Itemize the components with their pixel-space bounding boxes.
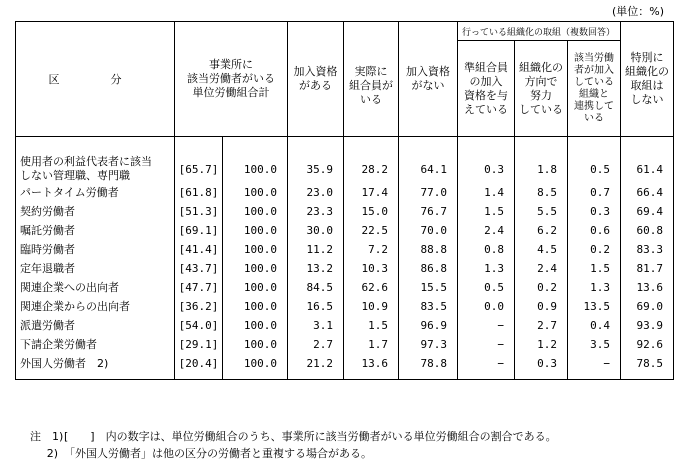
sub1-value: 0.0: [458, 297, 515, 316]
table-row: [16, 278, 674, 297]
row-label: [16, 183, 175, 202]
row-label-line: 関連企業への出向者: [20, 280, 119, 294]
shikaku-ari-value: 23.0: [288, 183, 344, 202]
jissai-value: 10.3: [344, 259, 399, 278]
row-label: [16, 297, 175, 316]
shikaku-nashi-value: 15.5: [399, 278, 458, 297]
sub3-value: 0.6: [568, 221, 621, 240]
jissai-value: 13.6: [344, 354, 399, 380]
header-line: している: [519, 102, 563, 116]
tokubetsu-value: 60.8: [621, 221, 674, 240]
sub1-value: 0.5: [458, 278, 515, 297]
header-line: 該当労働者がいる: [187, 72, 275, 85]
table-row: [16, 259, 674, 278]
shikaku-ari-value: 21.2: [288, 354, 344, 380]
table-row: [16, 183, 674, 202]
row-label-line: 関連企業からの出向者: [20, 299, 130, 313]
bracket-value: [43.7]: [175, 259, 223, 278]
sub3-value: 1.5: [568, 259, 621, 278]
header-sub3: [568, 41, 621, 137]
tokubetsu-value: 92.6: [621, 335, 674, 354]
shikaku-ari-value: 23.3: [288, 202, 344, 221]
table-row: [16, 221, 674, 240]
table-row: [16, 202, 674, 221]
header-line: いる: [584, 112, 604, 124]
header-line: 実際に: [354, 65, 388, 78]
sub2-value: 0.9: [515, 297, 568, 316]
shikaku-ari-value: 16.5: [288, 297, 344, 316]
header-line: 努力: [530, 88, 552, 102]
jissai-value: 7.2: [344, 240, 399, 259]
shikaku-nashi-value: 77.0: [399, 183, 458, 202]
sub2-value: 4.5: [515, 240, 568, 259]
shikaku-nashi-value: 70.0: [399, 221, 458, 240]
bracket-value: [41.4]: [175, 240, 223, 259]
note-line: [30, 445, 557, 462]
row-label: [16, 259, 175, 278]
row-label-line: 臨時労働者: [20, 242, 75, 256]
row-label: [16, 202, 175, 221]
row-label-line: 使用者の利益代表者に該当: [20, 155, 152, 168]
sub1-value: 0.8: [458, 240, 515, 259]
row-label: [16, 221, 175, 240]
shikaku-nashi-value: 97.3: [399, 335, 458, 354]
total-value: 100.0: [223, 240, 288, 259]
header-line: しない: [630, 93, 664, 106]
sub3-value: 0.5: [568, 137, 621, 184]
header-line: がある: [299, 79, 332, 92]
header-line: 準組合員: [464, 60, 508, 74]
jissai-value: 62.6: [344, 278, 399, 297]
shikaku-nashi-value: 88.8: [399, 240, 458, 259]
header-line: 単位労働組合計: [192, 86, 270, 99]
table-row: [16, 240, 674, 259]
header-line: えている: [464, 102, 508, 116]
sub1-value: 1.4: [458, 183, 515, 202]
header-line: 取組は: [630, 79, 664, 92]
header-line: 加入資格: [406, 65, 450, 78]
header-line: 組織化の: [519, 60, 563, 74]
header-line: 組合員が: [349, 79, 393, 92]
row-label: [16, 240, 175, 259]
header-tokubetsu: [621, 22, 674, 137]
header-jissai: [344, 22, 399, 137]
sub1-value: 1.3: [458, 259, 515, 278]
header-line: 資格を与: [464, 88, 508, 102]
bracket-value: [29.1]: [175, 335, 223, 354]
bracket-value: [51.3]: [175, 202, 223, 221]
shikaku-nashi-value: 83.5: [399, 297, 458, 316]
tokubetsu-value: 69.4: [621, 202, 674, 221]
table-row: [16, 354, 674, 380]
header-total: [175, 22, 288, 137]
shikaku-nashi-value: 86.8: [399, 259, 458, 278]
jissai-value: 10.9: [344, 297, 399, 316]
sub2-value: 8.5: [515, 183, 568, 202]
total-value: 100.0: [223, 137, 288, 184]
row-label: [16, 316, 175, 335]
table-row: [16, 137, 674, 184]
header-line: している: [574, 76, 614, 88]
total-value: 100.0: [223, 316, 288, 335]
shikaku-ari-value: 3.1: [288, 316, 344, 335]
sub3-value: −: [568, 354, 621, 380]
total-value: 100.0: [223, 278, 288, 297]
total-value: 100.0: [223, 335, 288, 354]
sub2-value: 6.2: [515, 221, 568, 240]
bracket-value: [36.2]: [175, 297, 223, 316]
shikaku-nashi-value: 96.9: [399, 316, 458, 335]
header-sub2: [515, 41, 568, 137]
statistics-table: [15, 21, 674, 380]
shikaku-nashi-value: 64.1: [399, 137, 458, 184]
jissai-value: 17.4: [344, 183, 399, 202]
shikaku-ari-value: 30.0: [288, 221, 344, 240]
shikaku-nashi-value: 78.8: [399, 354, 458, 380]
sub3-value: 1.3: [568, 278, 621, 297]
sub3-value: 0.4: [568, 316, 621, 335]
sub3-value: 0.7: [568, 183, 621, 202]
bracket-value: [54.0]: [175, 316, 223, 335]
jissai-value: 1.7: [344, 335, 399, 354]
header-line: 組織化の: [625, 65, 669, 78]
header-sub1: [458, 41, 515, 137]
row-label-line: 外国人労働者 2): [20, 356, 109, 370]
table-row: [16, 297, 674, 316]
note-text: 「外国人労働者」は他の区分の労働者と重複する場合がある。: [64, 447, 372, 460]
sub3-value: 3.5: [568, 335, 621, 354]
unit-label: (単位：%): [611, 5, 664, 18]
sub2-value: 2.7: [515, 316, 568, 335]
sub1-value: −: [458, 316, 515, 335]
tokubetsu-value: 93.9: [621, 316, 674, 335]
sub3-value: 13.5: [568, 297, 621, 316]
total-value: 100.0: [223, 297, 288, 316]
total-value: 100.0: [223, 183, 288, 202]
total-value: 100.0: [223, 202, 288, 221]
note-label: 2): [46, 447, 58, 460]
sub3-value: 0.2: [568, 240, 621, 259]
sub2-value: 0.2: [515, 278, 568, 297]
jissai-value: 15.0: [344, 202, 399, 221]
total-value: 100.0: [223, 259, 288, 278]
tokubetsu-value: 69.0: [621, 297, 674, 316]
header-line: 特別に: [630, 51, 664, 64]
tokubetsu-value: 83.3: [621, 240, 674, 259]
header-shikaku-nashi: [399, 22, 458, 137]
row-label-line: 下請企業労働者: [20, 337, 97, 351]
row-label: [16, 278, 175, 297]
header-line: 加入資格: [293, 65, 338, 78]
sub2-value: 1.8: [515, 137, 568, 184]
jissai-value: 28.2: [344, 137, 399, 184]
shikaku-ari-value: 35.9: [288, 137, 344, 184]
header-line: 方向で: [524, 74, 558, 88]
header-line: の加入: [469, 74, 503, 88]
tokubetsu-value: 13.6: [621, 278, 674, 297]
sub2-value: 2.4: [515, 259, 568, 278]
shikaku-ari-value: 2.7: [288, 335, 344, 354]
shikaku-ari-value: 11.2: [288, 240, 344, 259]
sub2-value: 1.2: [515, 335, 568, 354]
tokubetsu-value: 61.4: [621, 137, 674, 184]
tokubetsu-value: 78.5: [621, 354, 674, 380]
total-value: 100.0: [223, 354, 288, 380]
sub1-value: −: [458, 335, 515, 354]
header-kubun: 区 分: [16, 22, 175, 137]
bracket-value: [69.1]: [175, 221, 223, 240]
sub2-value: 5.5: [515, 202, 568, 221]
jissai-value: 22.5: [344, 221, 399, 240]
header-line: がない: [411, 79, 445, 92]
note-label: 注 1): [30, 430, 64, 443]
header-line: 組織と: [579, 88, 609, 100]
total-value: 100.0: [223, 221, 288, 240]
header-shikaku-ari: [288, 22, 344, 137]
row-label: [16, 354, 175, 380]
header-line: 事業所に: [209, 58, 253, 71]
bracket-value: [47.7]: [175, 278, 223, 297]
header-line: いる: [360, 93, 382, 106]
bracket-value: [65.7]: [175, 137, 223, 184]
sub1-value: 2.4: [458, 221, 515, 240]
table-row: [16, 335, 674, 354]
bracket-value: [61.8]: [175, 183, 223, 202]
sub3-value: 0.3: [568, 202, 621, 221]
row-label-line: 定年退職者: [20, 261, 75, 275]
jissai-value: 1.5: [344, 316, 399, 335]
header-line: 者が加入: [574, 64, 614, 76]
row-label-line: しない管理職、専門職: [20, 169, 130, 182]
sub1-value: −: [458, 354, 515, 380]
sub2-value: 0.3: [515, 354, 568, 380]
row-label: [16, 335, 175, 354]
header-group: 行っている組織化の取組（複数回答）: [458, 22, 621, 41]
row-label-line: パートタイム労働者: [20, 185, 119, 199]
sub1-value: 0.3: [458, 137, 515, 184]
notes: [30, 428, 557, 462]
note-text: [ ] 内の数字は、単位労働組合のうち、事業所に該当労働者がいる単位労働組合の割合である。: [64, 430, 557, 443]
row-label-line: 契約労働者: [20, 204, 75, 218]
bracket-value: [20.4]: [175, 354, 223, 380]
tokubetsu-value: 81.7: [621, 259, 674, 278]
row-label: [16, 137, 175, 184]
shikaku-nashi-value: 76.7: [399, 202, 458, 221]
row-label-line: 派遣労働者: [20, 318, 75, 332]
header-line: 連携して: [574, 100, 614, 112]
header-line: 該当労働: [574, 52, 614, 64]
sub1-value: 1.5: [458, 202, 515, 221]
table-row: [16, 316, 674, 335]
note-line: [30, 428, 557, 445]
shikaku-ari-value: 84.5: [288, 278, 344, 297]
tokubetsu-value: 66.4: [621, 183, 674, 202]
shikaku-ari-value: 13.2: [288, 259, 344, 278]
row-label-line: 嘱託労働者: [20, 223, 75, 237]
